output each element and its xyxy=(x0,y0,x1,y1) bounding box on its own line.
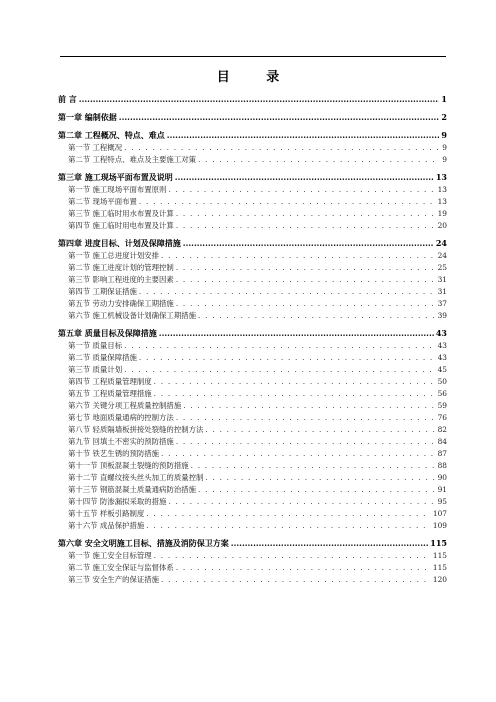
toc-section-entry[interactable] xyxy=(58,412,447,424)
toc-entry-page-number: 90 xyxy=(437,473,447,482)
toc-entry-page-number: 115 xyxy=(432,551,447,560)
toc-section-entry[interactable] xyxy=(58,400,447,412)
toc-chapter-entry[interactable] xyxy=(58,171,447,184)
dot-leader xyxy=(198,154,440,166)
dot-leader xyxy=(205,424,435,436)
dot-leader xyxy=(176,562,431,574)
toc-entry-label: 第五章 质量目标及保障措施 xyxy=(58,328,157,338)
toc-section-entry[interactable] xyxy=(58,184,447,196)
toc-entry-label: 第八节 轻质隔墙板拼接处裂缝的控制方法 xyxy=(68,425,204,434)
dot-leader xyxy=(119,111,440,124)
toc-section-entry[interactable] xyxy=(58,448,447,460)
dot-leader xyxy=(139,286,436,298)
toc-entry-label: 第一章 编制依据 xyxy=(58,112,117,122)
page-title: 目 录 xyxy=(216,70,296,85)
dot-leader xyxy=(124,142,440,154)
toc-entry-label: 第三章 施工现场平面布置及说明 xyxy=(58,172,173,182)
toc-section-entry[interactable] xyxy=(58,508,447,520)
toc-section-entry[interactable] xyxy=(58,376,447,388)
toc-section-entry[interactable] xyxy=(58,364,447,376)
toc-entry-label: 第一节 施工总进度计划安排 xyxy=(68,251,160,260)
toc-section-entry[interactable] xyxy=(58,310,447,322)
dot-leader xyxy=(175,171,434,184)
dot-leader xyxy=(205,472,435,484)
toc-chapter-entry[interactable] xyxy=(58,111,447,124)
toc-entry-page-number: 2 xyxy=(441,112,447,122)
toc-entry-label: 第三节 安全生产的保证措施 xyxy=(68,575,160,584)
toc-entry-label: 第三节 质量计划 xyxy=(68,365,123,374)
toc-entry-label: 第四节 工程质量管理制度 xyxy=(68,377,152,386)
toc-section-entry[interactable] xyxy=(58,550,447,562)
dot-leader xyxy=(231,537,429,550)
dot-leader xyxy=(161,574,431,586)
toc-entry-label: 第二节 工程特点、难点及主要施工对策 xyxy=(68,155,196,164)
toc-entry-page-number: 37 xyxy=(437,299,447,308)
toc-entry-page-number: 19 xyxy=(437,209,447,218)
dot-leader xyxy=(198,310,436,322)
toc-entry-page-number: 87 xyxy=(437,449,447,458)
toc-entry-page-number: 109 xyxy=(432,521,447,530)
toc-entry-label: 第九节 回填土不密实的预防措施 xyxy=(68,437,174,446)
dot-leader xyxy=(176,274,436,286)
toc-entry-label: 第五节 劳动力安排确保工期措施 xyxy=(68,299,174,308)
toc-entry-page-number: 50 xyxy=(437,377,447,386)
toc-entry-page-number: 13 xyxy=(435,172,447,182)
toc-entry-label: 第三节 施工临时用水布置及计算 xyxy=(68,209,174,218)
toc-entry-page-number: 20 xyxy=(437,221,447,230)
toc-entry-page-number: 107 xyxy=(432,509,447,518)
dot-leader xyxy=(79,93,440,106)
toc-chapter-entry[interactable] xyxy=(58,237,447,250)
dot-leader xyxy=(146,520,431,532)
dot-leader xyxy=(124,364,436,376)
toc-entry-page-number: 13 xyxy=(437,185,447,194)
toc-entry-label: 第二节 施工安全保证与监督体系 xyxy=(68,563,174,572)
toc-entry-label: 第十五节 样板引路制度 xyxy=(68,509,145,518)
toc-section-entry[interactable] xyxy=(58,472,447,484)
dot-leader xyxy=(176,412,436,424)
toc-section-entry[interactable] xyxy=(58,424,447,436)
dot-leader xyxy=(159,327,434,340)
toc-entry-label: 第二章 工程概况、特点、难点 xyxy=(58,130,165,140)
toc-entry-page-number: 115 xyxy=(430,538,447,548)
dot-leader xyxy=(146,508,431,520)
dot-leader xyxy=(168,496,435,508)
toc-entry-label: 第十四节 防渗漏拟采取的措施 xyxy=(68,497,167,506)
dot-leader xyxy=(161,448,436,460)
toc-section-entry[interactable] xyxy=(58,286,447,298)
toc-entry-page-number: 9 xyxy=(441,130,447,140)
toc-entry-label: 第十六节 成品保护措施 xyxy=(68,521,145,530)
toc-entry-label: 第十三节 钢筋混凝土质量通病防治措施 xyxy=(68,485,196,494)
toc-entry-label: 第十一节 顶板混凝土裂缝的预防措施 xyxy=(68,461,189,470)
toc-entry-page-number: 24 xyxy=(437,251,447,260)
dot-leader xyxy=(154,550,431,562)
toc-entry-label: 前 言 xyxy=(58,94,77,104)
toc-entry-label: 第五节 工程质量管理措施 xyxy=(68,389,152,398)
toc-chapter-entry[interactable] xyxy=(58,327,447,340)
toc-section-entry[interactable] xyxy=(58,436,447,448)
toc-section-entry[interactable] xyxy=(58,142,447,154)
toc-entry-label: 第十节 铁艺生锈的预防措施 xyxy=(68,449,160,458)
toc-entry-page-number: 43 xyxy=(435,328,447,338)
toc-entry-page-number: 91 xyxy=(437,485,447,494)
toc-entry-label: 第四节 施工临时用电布置及计算 xyxy=(68,221,174,230)
toc-section-entry[interactable] xyxy=(58,562,447,574)
toc-section-entry[interactable] xyxy=(58,250,447,262)
toc-entry-page-number: 39 xyxy=(437,311,447,320)
toc-entry-label: 第六节 关键分项工程质量控制措施 xyxy=(68,401,182,410)
dot-leader xyxy=(154,388,436,400)
toc-entry-label: 第一节 质量目标 xyxy=(68,341,123,350)
header-rule xyxy=(60,56,446,57)
toc-entry-page-number: 31 xyxy=(437,287,447,296)
toc-entry-page-number: 43 xyxy=(437,341,447,350)
toc-section-entry[interactable] xyxy=(58,388,447,400)
toc-entry-page-number: 1 xyxy=(441,94,447,104)
toc-entry-page-number: 84 xyxy=(437,437,447,446)
toc-entry-label: 第二节 质量保障措施 xyxy=(68,353,137,362)
toc-entry-page-number: 25 xyxy=(437,263,447,272)
dot-leader xyxy=(176,208,436,220)
dot-leader xyxy=(124,340,436,352)
toc-section-entry[interactable] xyxy=(58,298,447,310)
dot-leader xyxy=(183,237,434,250)
dot-leader xyxy=(154,376,436,388)
toc-section-entry[interactable] xyxy=(58,220,447,232)
dot-leader xyxy=(176,262,436,274)
toc-section-entry[interactable] xyxy=(58,484,447,496)
toc-section-entry[interactable] xyxy=(58,208,447,220)
toc-section-entry[interactable] xyxy=(58,196,447,208)
table-of-contents xyxy=(58,88,447,586)
toc-entry-label: 第六节 施工机械设备计划确保工期措施 xyxy=(68,311,196,320)
dot-leader xyxy=(191,460,436,472)
dot-leader xyxy=(176,436,436,448)
toc-entry-page-number: 45 xyxy=(437,365,447,374)
toc-entry-label: 第二节 施工进度计划的管理控制 xyxy=(68,263,174,272)
toc-entry-label: 第十二节 直螺纹接头丝头加工的质量控制 xyxy=(68,473,204,482)
toc-entry-page-number: 31 xyxy=(437,275,447,284)
dot-leader xyxy=(161,250,436,262)
toc-entry-page-number: 56 xyxy=(437,389,447,398)
toc-entry-label: 第四章 进度目标、计划及保障措施 xyxy=(58,238,181,248)
toc-entry-page-number: 24 xyxy=(435,238,447,248)
toc-entry-page-number: 13 xyxy=(437,197,447,206)
toc-section-entry[interactable] xyxy=(58,520,447,532)
toc-entry-label: 第一节 施工现场平面布置原则 xyxy=(68,185,167,194)
toc-section-entry[interactable] xyxy=(58,352,447,364)
dot-leader xyxy=(139,352,436,364)
toc-entry-page-number: 115 xyxy=(432,563,447,572)
toc-entry-page-number: 120 xyxy=(432,575,447,584)
toc-entry-label: 第二节 现场平面布置 xyxy=(68,197,137,206)
toc-entry-page-number: 9 xyxy=(442,143,447,152)
dot-leader xyxy=(176,298,436,310)
dot-leader xyxy=(183,400,435,412)
toc-chapter-entry[interactable] xyxy=(58,129,447,142)
toc-section-entry[interactable] xyxy=(58,496,447,508)
toc-chapter-entry[interactable] xyxy=(58,93,447,106)
dot-leader xyxy=(176,220,436,232)
toc-entry-page-number: 82 xyxy=(437,425,447,434)
toc-section-entry[interactable] xyxy=(58,274,447,286)
toc-entry-label: 第一节 工程概况 xyxy=(68,143,123,152)
dot-leader xyxy=(167,129,440,142)
dot-leader xyxy=(168,184,435,196)
toc-entry-page-number: 9 xyxy=(442,155,447,164)
toc-entry-page-number: 88 xyxy=(437,461,447,470)
toc-entry-label: 第三节 影响工程进度的主要因素 xyxy=(68,275,174,284)
toc-section-entry[interactable] xyxy=(58,460,447,472)
toc-section-entry[interactable] xyxy=(58,340,447,352)
toc-entry-label: 第六章 安全文明施工目标、措施及消防保卫方案 xyxy=(58,538,229,548)
toc-section-entry[interactable] xyxy=(58,574,447,586)
toc-section-entry[interactable] xyxy=(58,262,447,274)
toc-entry-label: 第七节 地面质量通病的控制方法 xyxy=(68,413,174,422)
toc-entry-page-number: 59 xyxy=(437,401,447,410)
toc-entry-label: 第四节 工期保证措施 xyxy=(68,287,137,296)
toc-entry-page-number: 95 xyxy=(437,497,447,506)
toc-chapter-entry[interactable] xyxy=(58,537,447,550)
dot-leader xyxy=(139,196,436,208)
toc-entry-page-number: 76 xyxy=(437,413,447,422)
toc-entry-label: 第一节 施工安全目标管理 xyxy=(68,551,152,560)
toc-section-entry[interactable] xyxy=(58,154,447,166)
dot-leader xyxy=(198,484,436,496)
toc-entry-page-number: 43 xyxy=(437,353,447,362)
